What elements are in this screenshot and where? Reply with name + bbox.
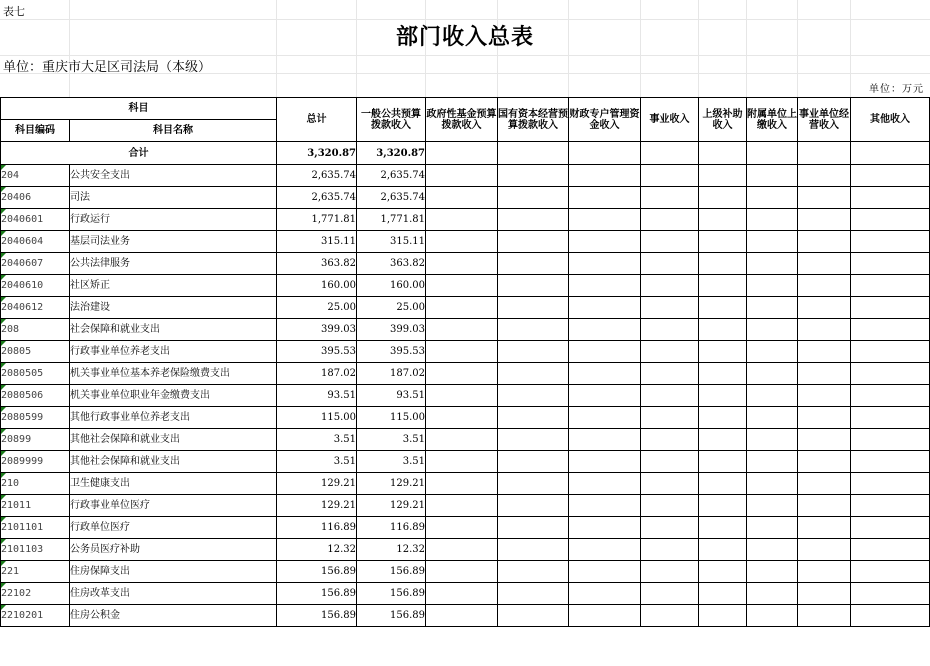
page-title: 部门收入总表	[395, 24, 534, 50]
general-budget-cell: 25.00	[357, 297, 426, 319]
empty-cell	[426, 583, 498, 605]
empty-cell	[798, 495, 851, 517]
name-cell: 社会保障和就业支出	[70, 319, 277, 341]
name-cell: 公共安全支出	[70, 165, 277, 187]
empty-cell	[798, 297, 851, 319]
general-budget-cell: 129.21	[357, 473, 426, 495]
empty-cell	[798, 165, 851, 187]
empty-cell	[747, 385, 798, 407]
name-cell: 社区矫正	[70, 275, 277, 297]
table-row	[1, 319, 930, 341]
code-cell: 2101103	[1, 539, 70, 561]
empty-cell	[569, 341, 641, 363]
empty-cell	[798, 385, 851, 407]
table-row	[1, 385, 930, 407]
empty-cell	[699, 539, 747, 561]
empty-cell	[498, 165, 569, 187]
empty-cell	[641, 165, 699, 187]
empty-cell	[747, 363, 798, 385]
empty-cell	[641, 407, 699, 429]
empty-cell	[426, 429, 498, 451]
total-cell: 395.53	[277, 341, 357, 363]
empty-cell	[569, 165, 641, 187]
name-cell: 行政事业单位医疗	[70, 495, 277, 517]
code-cell: 2040612	[1, 297, 70, 319]
general-budget-cell: 1,771.81	[357, 209, 426, 231]
empty-cell	[851, 319, 930, 341]
name-cell: 公共法律服务	[70, 253, 277, 275]
empty-cell	[498, 429, 569, 451]
total-cell: 363.82	[277, 253, 357, 275]
general-budget-cell: 395.53	[357, 341, 426, 363]
empty-cell	[699, 231, 747, 253]
empty-cell	[851, 209, 930, 231]
name-cell: 机关事业单位基本养老保险缴费支出	[70, 363, 277, 385]
general-budget-cell: 399.03	[357, 319, 426, 341]
empty-cell	[498, 231, 569, 253]
table-row	[1, 165, 930, 187]
empty-cell	[426, 605, 498, 627]
empty-cell	[851, 583, 930, 605]
total-cell: 156.89	[277, 583, 357, 605]
general-budget-cell: 2,635.74	[357, 165, 426, 187]
header-total: 总计	[277, 98, 357, 142]
empty-cell	[699, 319, 747, 341]
code-cell: 2101101	[1, 517, 70, 539]
empty-cell	[851, 451, 930, 473]
empty-cell	[569, 407, 641, 429]
empty-cell	[498, 341, 569, 363]
table-row	[1, 495, 930, 517]
empty-cell	[498, 495, 569, 517]
empty-cell	[851, 187, 930, 209]
code-cell: 2080506	[1, 385, 70, 407]
name-cell: 住房改革支出	[70, 583, 277, 605]
code-cell: 2080505	[1, 363, 70, 385]
general-budget-cell: 93.51	[357, 385, 426, 407]
empty-cell	[498, 451, 569, 473]
empty-cell	[569, 495, 641, 517]
empty-cell	[798, 407, 851, 429]
general-budget-cell: 187.02	[357, 363, 426, 385]
total-cell: 116.89	[277, 517, 357, 539]
empty-cell	[747, 165, 798, 187]
code-cell: 2080599	[1, 407, 70, 429]
general-budget-cell: 156.89	[357, 561, 426, 583]
general-budget-cell: 160.00	[357, 275, 426, 297]
empty-cell	[747, 341, 798, 363]
empty-cell	[798, 517, 851, 539]
header-code: 科目编码	[1, 120, 70, 142]
total-cell: 187.02	[277, 363, 357, 385]
empty-cell	[747, 583, 798, 605]
empty-cell	[498, 517, 569, 539]
empty-cell	[798, 429, 851, 451]
total-cell: 156.89	[277, 561, 357, 583]
empty-cell	[426, 473, 498, 495]
empty-cell	[747, 187, 798, 209]
name-cell: 公务员医疗补助	[70, 539, 277, 561]
table-row	[1, 253, 930, 275]
empty-cell	[851, 495, 930, 517]
empty-cell	[498, 473, 569, 495]
code-cell: 208	[1, 319, 70, 341]
header-business: 事业收入	[641, 98, 699, 142]
empty-cell	[851, 275, 930, 297]
code-cell: 20406	[1, 187, 70, 209]
empty-cell	[851, 253, 930, 275]
header-name: 科目名称	[70, 120, 277, 142]
empty-cell	[699, 297, 747, 319]
code-cell: 221	[1, 561, 70, 583]
name-cell: 行政单位医疗	[70, 517, 277, 539]
empty-cell	[798, 583, 851, 605]
empty-cell	[641, 539, 699, 561]
code-cell: 2089999	[1, 451, 70, 473]
empty-cell	[426, 187, 498, 209]
income-table	[0, 97, 930, 627]
empty-cell	[747, 209, 798, 231]
code-cell: 2040607	[1, 253, 70, 275]
empty-cell	[641, 231, 699, 253]
total-cell: 129.21	[277, 473, 357, 495]
empty-cell	[798, 231, 851, 253]
empty-cell	[747, 561, 798, 583]
code-cell: 2040604	[1, 231, 70, 253]
table-row	[1, 187, 930, 209]
general-budget-cell: 156.89	[357, 583, 426, 605]
name-cell: 住房公积金	[70, 605, 277, 627]
code-cell: 2040610	[1, 275, 70, 297]
general-budget-cell: 129.21	[357, 495, 426, 517]
header-operating: 事业单位经营收入	[798, 98, 851, 142]
empty-cell	[641, 429, 699, 451]
empty-cell	[747, 319, 798, 341]
empty-cell	[851, 407, 930, 429]
empty-cell	[851, 231, 930, 253]
table-number: 表七	[3, 5, 25, 18]
empty-cell	[699, 165, 747, 187]
total-cell: 315.11	[277, 231, 357, 253]
empty-cell	[498, 209, 569, 231]
empty-cell	[426, 275, 498, 297]
empty-cell	[747, 517, 798, 539]
empty-cell	[641, 605, 699, 627]
header-superior-subsidy: 上级补助收入	[699, 98, 747, 142]
empty-cell	[747, 605, 798, 627]
empty-cell	[699, 187, 747, 209]
empty-cell	[426, 363, 498, 385]
general-budget-cell: 2,635.74	[357, 187, 426, 209]
empty-cell	[498, 583, 569, 605]
empty-cell	[569, 253, 641, 275]
empty-cell	[641, 495, 699, 517]
empty-cell	[699, 407, 747, 429]
empty-cell	[641, 209, 699, 231]
unit-currency: 单位：万元	[869, 84, 924, 95]
empty-cell	[498, 561, 569, 583]
code-cell: 204	[1, 165, 70, 187]
empty-cell	[851, 165, 930, 187]
empty-cell	[498, 187, 569, 209]
empty-cell	[569, 451, 641, 473]
general-budget-cell: 156.89	[357, 605, 426, 627]
empty-cell	[851, 429, 930, 451]
general-budget-cell: 315.11	[357, 231, 426, 253]
empty-cell	[641, 385, 699, 407]
empty-cell	[426, 561, 498, 583]
empty-cell	[798, 473, 851, 495]
table-row	[1, 605, 930, 627]
empty-cell	[747, 473, 798, 495]
empty-cell	[569, 517, 641, 539]
empty-cell	[851, 297, 930, 319]
empty-cell	[699, 253, 747, 275]
empty-cell	[569, 385, 641, 407]
empty-cell	[747, 407, 798, 429]
general-budget-cell: 3.51	[357, 429, 426, 451]
empty-cell	[641, 275, 699, 297]
empty-cell	[426, 297, 498, 319]
total-general-cell: 3,320.87	[357, 142, 426, 165]
total-sum-cell: 3,320.87	[277, 142, 357, 165]
empty-cell	[569, 297, 641, 319]
name-cell: 法治建设	[70, 297, 277, 319]
empty-cell	[498, 297, 569, 319]
total-cell: 156.89	[277, 605, 357, 627]
total-cell: 2,635.74	[277, 165, 357, 187]
empty-cell	[798, 275, 851, 297]
empty-cell	[747, 275, 798, 297]
empty-cell	[569, 605, 641, 627]
total-cell: 399.03	[277, 319, 357, 341]
name-cell: 基层司法业务	[70, 231, 277, 253]
empty-cell	[747, 231, 798, 253]
empty-cell	[699, 495, 747, 517]
header-other: 其他收入	[851, 98, 930, 142]
empty-cell	[798, 319, 851, 341]
empty-cell	[569, 363, 641, 385]
total-cell: 1,771.81	[277, 209, 357, 231]
empty-cell	[851, 385, 930, 407]
total-cell: 93.51	[277, 385, 357, 407]
empty-cell	[699, 385, 747, 407]
total-row	[1, 142, 930, 165]
empty-cell	[747, 539, 798, 561]
empty-cell	[699, 473, 747, 495]
general-budget-cell: 116.89	[357, 517, 426, 539]
empty-cell	[426, 319, 498, 341]
header-general-budget: 一般公共预算拨款收入	[357, 98, 426, 142]
empty-cell	[641, 319, 699, 341]
total-cell: 2,635.74	[277, 187, 357, 209]
table-row	[1, 429, 930, 451]
empty-cell	[747, 495, 798, 517]
general-budget-cell: 3.51	[357, 451, 426, 473]
total-cell: 115.00	[277, 407, 357, 429]
general-budget-cell: 115.00	[357, 407, 426, 429]
code-cell: 2210201	[1, 605, 70, 627]
header-gov-fund: 政府性基金预算拨款收入	[426, 98, 498, 142]
table-row	[1, 517, 930, 539]
empty-cell	[747, 253, 798, 275]
table-row	[1, 231, 930, 253]
header-special-account: 财政专户管理资金收入	[569, 98, 641, 142]
empty-cell	[641, 451, 699, 473]
name-cell: 其他社会保障和就业支出	[70, 429, 277, 451]
header-state-capital: 国有资本经营预算拨款收入	[498, 98, 569, 142]
empty-cell	[641, 363, 699, 385]
empty-cell	[851, 539, 930, 561]
name-cell: 卫生健康支出	[70, 473, 277, 495]
empty-cell	[798, 341, 851, 363]
name-cell: 其他社会保障和就业支出	[70, 451, 277, 473]
empty-cell	[641, 561, 699, 583]
total-cell: 3.51	[277, 429, 357, 451]
empty-cell	[569, 583, 641, 605]
empty-cell	[699, 341, 747, 363]
name-cell: 司法	[70, 187, 277, 209]
empty-cell	[798, 451, 851, 473]
empty-cell	[426, 539, 498, 561]
empty-cell	[498, 605, 569, 627]
general-budget-cell: 12.32	[357, 539, 426, 561]
empty-cell	[699, 209, 747, 231]
empty-cell	[569, 473, 641, 495]
empty-cell	[569, 231, 641, 253]
empty-cell	[569, 319, 641, 341]
empty-cell	[699, 429, 747, 451]
empty-cell	[641, 253, 699, 275]
empty-cell	[699, 583, 747, 605]
general-budget-cell: 363.82	[357, 253, 426, 275]
unit-organization: 单位：重庆市大足区司法局（本级）	[3, 60, 212, 75]
empty-cell	[426, 209, 498, 231]
empty-cell	[747, 429, 798, 451]
code-cell: 2040601	[1, 209, 70, 231]
table-row	[1, 473, 930, 495]
empty-cell	[798, 539, 851, 561]
empty-cell	[641, 473, 699, 495]
empty-cell	[699, 605, 747, 627]
code-cell: 21011	[1, 495, 70, 517]
name-cell: 其他行政事业单位养老支出	[70, 407, 277, 429]
empty-cell	[426, 341, 498, 363]
table-row	[1, 539, 930, 561]
empty-cell	[498, 385, 569, 407]
empty-cell	[426, 231, 498, 253]
empty-cell	[699, 517, 747, 539]
empty-cell	[641, 583, 699, 605]
empty-cell	[747, 451, 798, 473]
empty-cell	[426, 407, 498, 429]
empty-cell	[851, 517, 930, 539]
empty-cell	[426, 385, 498, 407]
table-row	[1, 561, 930, 583]
empty-cell	[426, 165, 498, 187]
empty-cell	[851, 341, 930, 363]
empty-cell	[699, 275, 747, 297]
empty-cell	[798, 253, 851, 275]
empty-cell	[426, 495, 498, 517]
total-cell: 12.32	[277, 539, 357, 561]
header-affiliated: 附属单位上缴收入	[747, 98, 798, 142]
table-row	[1, 363, 930, 385]
empty-cell	[851, 363, 930, 385]
table-row	[1, 407, 930, 429]
name-cell: 行政事业单位养老支出	[70, 341, 277, 363]
table-row	[1, 297, 930, 319]
total-cell: 3.51	[277, 451, 357, 473]
table-row	[1, 209, 930, 231]
empty-cell	[498, 363, 569, 385]
empty-cell	[426, 253, 498, 275]
total-cell: 129.21	[277, 495, 357, 517]
name-cell: 机关事业单位职业年金缴费支出	[70, 385, 277, 407]
empty-cell	[641, 187, 699, 209]
empty-cell	[426, 451, 498, 473]
empty-cell	[747, 297, 798, 319]
code-cell: 20899	[1, 429, 70, 451]
empty-cell	[851, 561, 930, 583]
empty-cell	[641, 341, 699, 363]
empty-cell	[851, 605, 930, 627]
name-cell: 行政运行	[70, 209, 277, 231]
empty-cell	[426, 517, 498, 539]
code-cell: 22102	[1, 583, 70, 605]
total-label: 合计	[1, 142, 277, 165]
empty-cell	[498, 539, 569, 561]
empty-cell	[569, 539, 641, 561]
empty-cell	[498, 407, 569, 429]
code-cell: 210	[1, 473, 70, 495]
table-row	[1, 583, 930, 605]
table-row	[1, 341, 930, 363]
empty-cell	[498, 319, 569, 341]
empty-cell	[569, 275, 641, 297]
empty-cell	[798, 561, 851, 583]
empty-cell	[569, 429, 641, 451]
empty-cell	[699, 451, 747, 473]
empty-cell	[798, 605, 851, 627]
table-row	[1, 275, 930, 297]
empty-cell	[569, 187, 641, 209]
empty-cell	[798, 187, 851, 209]
empty-cell	[569, 209, 641, 231]
empty-cell	[699, 363, 747, 385]
empty-cell	[641, 517, 699, 539]
empty-cell	[798, 363, 851, 385]
empty-cell	[641, 297, 699, 319]
total-cell: 160.00	[277, 275, 357, 297]
header-subject: 科目	[1, 98, 277, 120]
empty-cell	[699, 561, 747, 583]
name-cell: 住房保障支出	[70, 561, 277, 583]
total-cell: 25.00	[277, 297, 357, 319]
code-cell: 20805	[1, 341, 70, 363]
empty-cell	[498, 253, 569, 275]
empty-cell	[851, 473, 930, 495]
table-row	[1, 451, 930, 473]
empty-cell	[798, 209, 851, 231]
empty-cell	[498, 275, 569, 297]
empty-cell	[569, 561, 641, 583]
